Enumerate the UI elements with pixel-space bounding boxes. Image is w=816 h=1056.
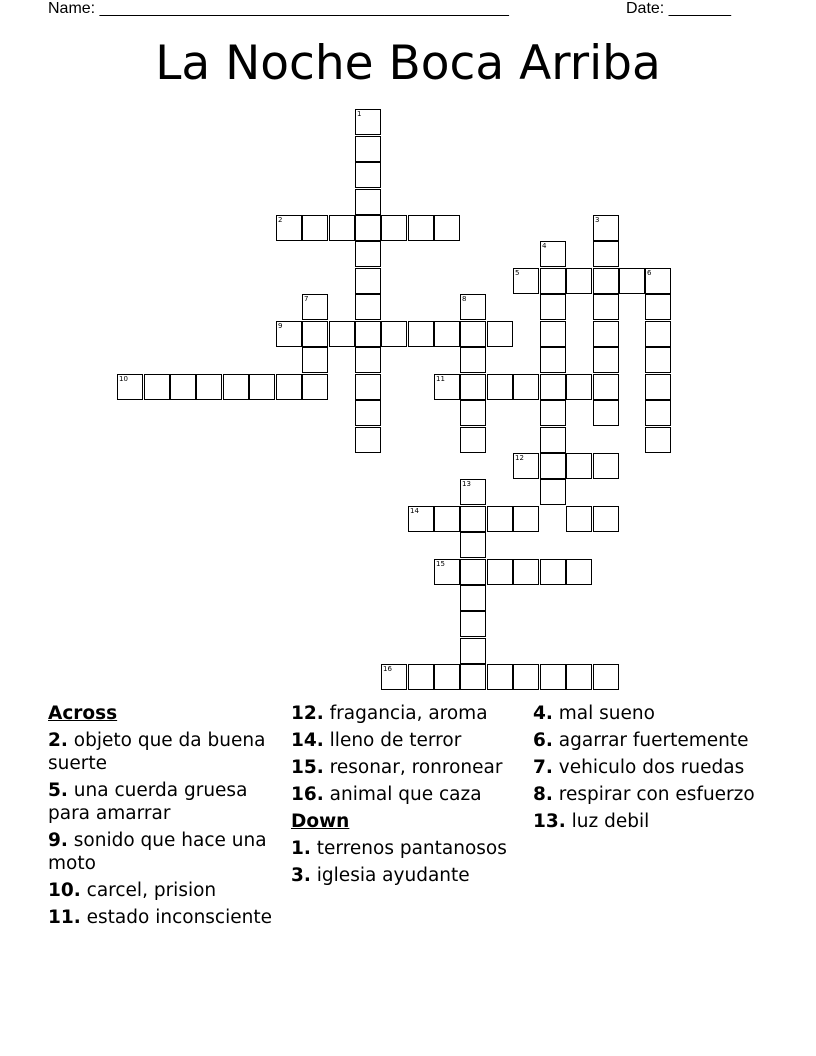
grid-cell[interactable]	[593, 241, 619, 267]
grid-cell[interactable]	[487, 506, 513, 532]
clue-number: 3	[595, 216, 600, 224]
clue-across-9: 9. sonido que hace una moto	[48, 830, 267, 874]
grid-cell[interactable]	[540, 664, 566, 690]
grid-cell[interactable]	[540, 427, 566, 453]
grid-cell[interactable]	[487, 374, 513, 400]
grid-cell[interactable]	[645, 400, 671, 426]
grid-cell[interactable]	[540, 321, 566, 347]
grid-cell[interactable]	[566, 268, 592, 294]
grid-cell[interactable]	[381, 215, 407, 241]
grid-cell[interactable]	[645, 347, 671, 373]
grid-cell[interactable]	[302, 321, 328, 347]
grid-cell[interactable]	[460, 638, 486, 664]
grid-cell[interactable]	[434, 506, 460, 532]
grid-cell[interactable]	[566, 559, 592, 585]
grid-cell[interactable]	[540, 479, 566, 505]
grid-cell[interactable]	[593, 374, 619, 400]
grid-cell[interactable]	[355, 321, 381, 347]
clue-down-6: 6. agarrar fuertemente	[533, 730, 749, 751]
clue-across-15: 15. resonar, ronronear	[291, 757, 503, 778]
grid-cell[interactable]	[540, 374, 566, 400]
grid-cell[interactable]	[302, 215, 328, 241]
grid-cell[interactable]	[645, 374, 671, 400]
grid-cell[interactable]	[487, 664, 513, 690]
grid-cell[interactable]	[355, 162, 381, 188]
grid-cell[interactable]	[460, 506, 486, 532]
clue-number: 6	[647, 269, 652, 277]
clue-number: 12	[515, 454, 524, 462]
grid-cell[interactable]	[487, 559, 513, 585]
grid-cell[interactable]	[276, 374, 302, 400]
name-label: Name: ______________________________________________	[48, 0, 509, 17]
grid-cell[interactable]	[566, 374, 592, 400]
grid-cell[interactable]	[566, 506, 592, 532]
clue-number: 11	[436, 375, 445, 383]
clue-across-11: 11. estado inconsciente	[48, 907, 272, 928]
clue-number: 2	[278, 216, 283, 224]
grid-cell[interactable]	[329, 321, 355, 347]
grid-cell[interactable]	[513, 374, 539, 400]
grid-cell[interactable]	[223, 374, 249, 400]
grid-cell[interactable]	[513, 559, 539, 585]
clue-across-5: 5. una cuerda gruesa para amarrar	[48, 780, 248, 824]
grid-cell[interactable]	[487, 321, 513, 347]
clue-down-3: 3. iglesia ayudante	[291, 865, 470, 886]
clue-down-8: 8. respirar con esfuerzo	[533, 784, 755, 805]
clue-across-12: 12. fragancia, aroma	[291, 703, 488, 724]
clues-column-3	[533, 702, 773, 837]
grid-cell[interactable]	[434, 321, 460, 347]
grid-cell[interactable]	[593, 664, 619, 690]
grid-cell[interactable]	[593, 506, 619, 532]
grid-cell[interactable]	[355, 294, 381, 320]
grid-cell[interactable]	[645, 321, 671, 347]
clue-across-2: 2. objeto que da buena suerte	[48, 730, 266, 774]
clue-down-4: 4. mal sueno	[533, 703, 655, 724]
clue-down-13: 13. luz debil	[533, 811, 650, 832]
grid-cell[interactable]	[593, 347, 619, 373]
grid-cell[interactable]	[355, 374, 381, 400]
grid-cell[interactable]	[329, 215, 355, 241]
grid-cell[interactable]	[593, 400, 619, 426]
grid-cell[interactable]	[460, 427, 486, 453]
clue-number: 7	[304, 295, 309, 303]
clue-number: 4	[542, 242, 547, 250]
grid-cell[interactable]	[645, 427, 671, 453]
clues-column-1	[48, 702, 288, 933]
grid-cell[interactable]	[540, 400, 566, 426]
clue-number: 15	[436, 560, 445, 568]
grid-cell[interactable]	[381, 321, 407, 347]
grid-cell[interactable]	[355, 241, 381, 267]
grid-cell[interactable]	[566, 453, 592, 479]
grid-cell[interactable]	[408, 664, 434, 690]
clue-number: 16	[383, 665, 392, 673]
grid-cell[interactable]	[540, 453, 566, 479]
grid-cell[interactable]	[540, 268, 566, 294]
grid-cell[interactable]	[460, 347, 486, 373]
date-label: Date: _______	[626, 0, 731, 17]
clue-down-1: 1. terrenos pantanosos	[291, 838, 507, 859]
grid-cell[interactable]	[460, 532, 486, 558]
grid-cell[interactable]	[460, 321, 486, 347]
grid-cell[interactable]	[434, 215, 460, 241]
grid-cell[interactable]	[355, 400, 381, 426]
clue-across-10: 10. carcel, prision	[48, 880, 217, 901]
grid-cell[interactable]	[513, 506, 539, 532]
clue-number: 1	[357, 110, 362, 118]
grid-cell[interactable]	[302, 374, 328, 400]
grid-cell[interactable]	[593, 453, 619, 479]
grid-cell[interactable]	[355, 347, 381, 373]
grid-cell[interactable]	[355, 189, 381, 215]
grid-cell[interactable]	[593, 321, 619, 347]
grid-cell[interactable]	[249, 374, 275, 400]
grid-cell[interactable]	[355, 136, 381, 162]
grid-cell[interactable]	[645, 294, 671, 320]
grid-cell[interactable]	[355, 268, 381, 294]
clue-across-16: 16. animal que caza	[291, 784, 482, 805]
clue-number: 8	[462, 295, 467, 303]
grid-cell[interactable]	[566, 664, 592, 690]
clue-number: 5	[515, 269, 520, 277]
grid-cell[interactable]	[460, 400, 486, 426]
down-heading: Down	[291, 811, 350, 832]
grid-cell[interactable]	[170, 374, 196, 400]
grid-cell[interactable]	[513, 664, 539, 690]
grid-cell[interactable]	[460, 559, 486, 585]
grid-cell[interactable]	[196, 374, 222, 400]
grid-cell[interactable]	[460, 611, 486, 637]
grid-cell[interactable]	[355, 215, 381, 241]
grid-cell[interactable]	[355, 427, 381, 453]
across-heading: Across	[48, 703, 118, 724]
grid-cell[interactable]	[540, 347, 566, 373]
clues-column-2	[291, 702, 531, 891]
grid-cell[interactable]	[460, 374, 486, 400]
grid-cell[interactable]	[408, 321, 434, 347]
grid-cell[interactable]	[540, 559, 566, 585]
grid-cell[interactable]	[619, 268, 645, 294]
grid-cell[interactable]	[460, 664, 486, 690]
clue-number: 9	[278, 322, 283, 330]
grid-cell[interactable]	[593, 294, 619, 320]
clue-number: 10	[119, 375, 128, 383]
clue-down-7: 7. vehiculo dos ruedas	[533, 757, 745, 778]
grid-cell[interactable]	[593, 268, 619, 294]
grid-cell[interactable]	[434, 664, 460, 690]
page-title: La Noche Boca Arriba	[155, 36, 661, 91]
grid-cell[interactable]	[408, 215, 434, 241]
clue-across-14: 14. lleno de terror	[291, 730, 462, 751]
clue-number: 13	[462, 480, 471, 488]
grid-cell[interactable]	[540, 294, 566, 320]
clue-number: 14	[410, 507, 419, 515]
grid-cell[interactable]	[302, 347, 328, 373]
grid-cell[interactable]	[460, 585, 486, 611]
grid-cell[interactable]	[144, 374, 170, 400]
